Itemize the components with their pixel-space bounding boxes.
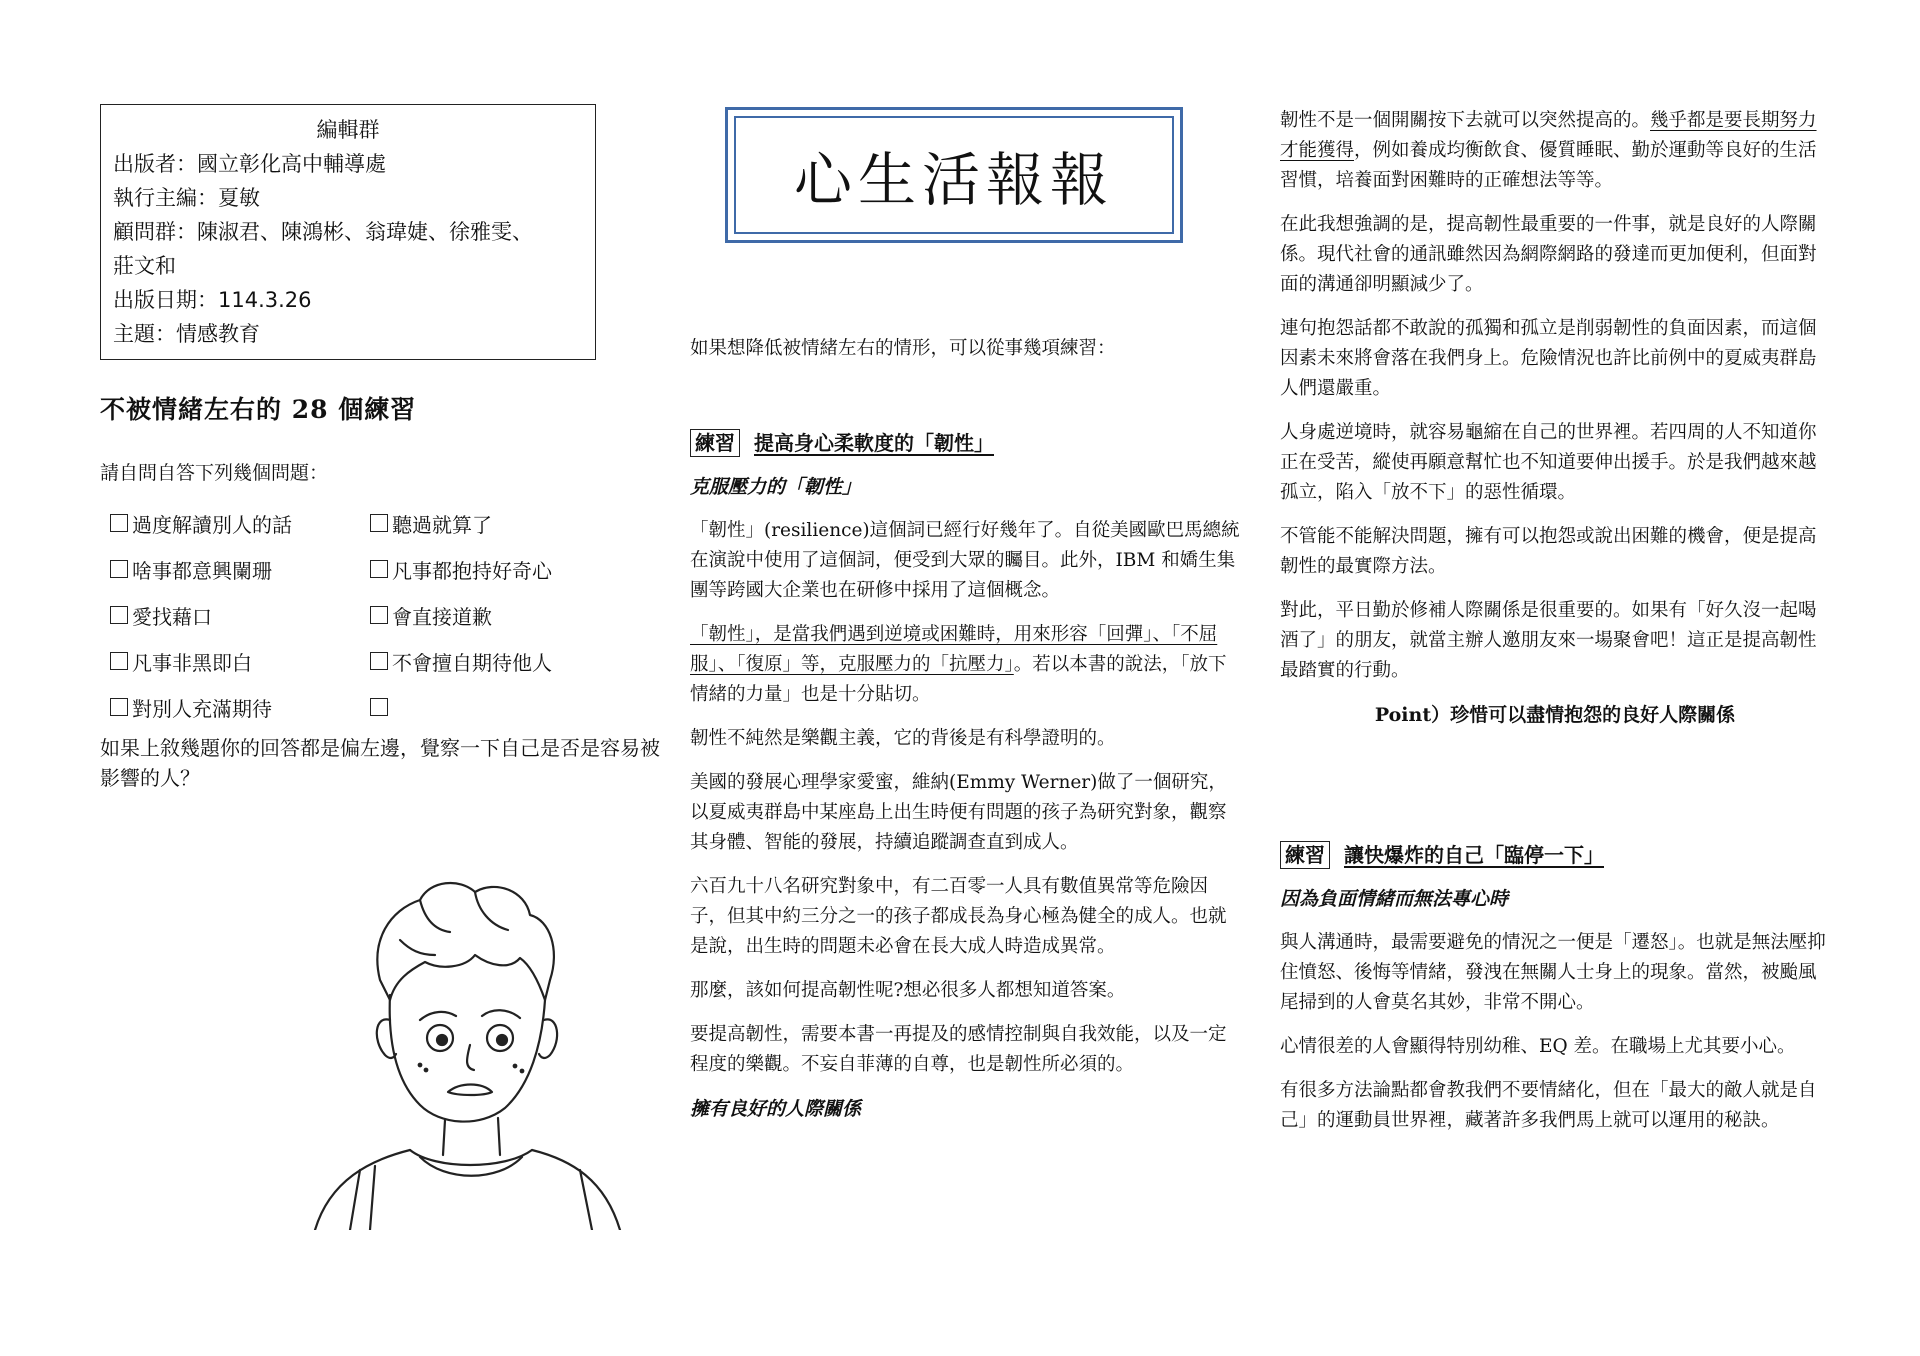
theme: 主題：情感教育 (113, 322, 260, 346)
checkbox[interactable] (370, 606, 388, 624)
checklist-item[interactable] (110, 647, 370, 676)
paragraph: 對此，平日勤於修補人際關係是很重要的。如果有「好久沒一起喝酒了」的朋友，就當主辦人邀朋友來一場聚會吧！這正是提高韌性最踏實的行動。 (1280, 600, 1817, 681)
masthead (725, 107, 1183, 243)
paragraph: 韌性不純然是樂觀主義，它的背後是有科學證明的。 (690, 728, 1116, 749)
paragraph: 人身處逆境時，就容易龜縮在自己的世界裡。若四周的人不知道你正在受苦，縱使再願意幫忙也不知道要伸出援手。於是我們越來越孤立，陷入「放不下」的惡性循環。 (1280, 422, 1817, 503)
checklist-label: 過度解讀別人的話 (132, 512, 292, 537)
subheading-resilience: 克服壓力的「韌性」 (690, 476, 862, 498)
checkbox[interactable] (110, 652, 128, 670)
checklist-label: 愛找藉口 (132, 604, 212, 629)
checklist-item[interactable] (370, 698, 630, 716)
checklist-row (110, 592, 630, 638)
paragraph: 連句抱怨話都不敢說的孤獨和孤立是削弱韌性的負面因素，而這個因素未來將會落在我們身上。危險情況也許比前例中的夏威夷群島人們還嚴重。 (1280, 318, 1817, 399)
checkbox[interactable] (110, 698, 128, 716)
underlined-text: 幾乎都是要長期努力才能獲得 (1280, 110, 1817, 161)
paragraph: 與人溝通時，最需要避免的情況之一便是「遷怒」。也就是無法壓抑住憤怒、後悔等情緒，發洩在無關人士身上的現象。當然，被颱風尾掃到的人會莫名其妙，非常不開心。 (1280, 932, 1826, 1013)
paragraph: 在此我想強調的是，提高韌性最重要的一件事，就是良好的人際關係。現代社會的通訊雖然因為網際網路的發達而更加便利，但面對面的溝通卻明顯減少了。 (1280, 214, 1817, 295)
paragraph: 那麼，該如何提高韌性呢?想必很多人都想知道答案。 (690, 980, 1126, 1001)
checklist-label: 啥事都意興闌珊 (132, 558, 272, 583)
checklist-label: 凡事非黑即白 (132, 650, 252, 675)
subheading-relationships: 擁有良好的人際關係 (690, 1098, 862, 1120)
editorial-heading: 編輯群 (316, 118, 380, 142)
checklist-row (110, 684, 630, 730)
checkbox[interactable] (110, 560, 128, 578)
paragraph-text: ，例如養成均衡飲食、優質睡眠、勤於運動等良好的生活習慣，培養面對困難時的正確想法等等。 (1280, 140, 1817, 191)
paragraph: 「韌性」(resilience)這個詞已經行好幾年了。自從美國歐巴馬總統在演說中使用了這個詞，便受到大眾的矚目。此外，IBM 和嬌生集團等跨國大企業也在研修中採用了這個概念。 (690, 520, 1240, 601)
checkbox[interactable] (110, 606, 128, 624)
question-prompt: 請自問自答下列幾個問題： (100, 462, 329, 484)
intro-text: 如果想降低被情緒左右的情形，可以從事幾項練習： (690, 338, 1116, 359)
checkbox[interactable] (370, 652, 388, 670)
editorial-box (100, 104, 596, 360)
publisher: 出版者：國立彰化高中輔導處 (113, 152, 386, 176)
checklist-item[interactable] (370, 647, 630, 676)
paragraph: 有很多方法論點都會教我們不要情緒化，但在「最大的敵人就是自己」的運動員世界裡，藏著許多我們馬上就可以運用的秘訣。 (1280, 1080, 1817, 1131)
checklist-label: 會直接道歉 (392, 604, 492, 629)
checklist-item[interactable] (370, 601, 630, 630)
section-title: 不被情緒左右的 28 個練習 (100, 395, 417, 424)
checklist-item[interactable] (110, 601, 370, 630)
exercise-title: 提高身心柔軟度的「韌性」 (754, 431, 994, 455)
paragraph: 六百九十八名研究對象中，有二百零一人具有數值異常等危險因子，但其中約三分之一的孩子都成長為身心極為健全的成人。也就是說，出生時的問題未必會在長大成人時造成異常。 (690, 876, 1227, 957)
advisors-line-2: 莊文和 (113, 254, 176, 278)
exercise-title: 讓快爆炸的自己「臨停一下」 (1344, 843, 1604, 867)
worried-boy-illustration (260, 870, 640, 1230)
checklist-item[interactable] (110, 693, 370, 722)
paragraph: 美國的發展心理學家愛蜜，維納(Emmy Werner)做了一個研究，以夏威夷群島中某座島上出生時便有問題的孩子為研究對象，觀察其身體、智能的發展，持續追蹤調查直到成人。 (690, 772, 1227, 853)
underlined-text: 「韌性」，是當我們遇到逆境或困難時，用來形容「回彈」、「不屈服」、「復原」等，克服壓力的「抗壓力」 (690, 624, 1218, 675)
point-summary: Point）珍惜可以盡情抱怨的良好人際關係 (1374, 704, 1736, 726)
exercise-heading (690, 428, 1240, 458)
masthead-title: 心生活報報 (734, 116, 1174, 234)
middle-text-block (690, 334, 1240, 1138)
paragraph: 不管能不能解決問題，擁有可以抱怨或說出困難的機會，便是提高韌性的最實際方法。 (1280, 526, 1817, 577)
publish-date: 出版日期：114.3.26 (113, 288, 312, 312)
checklist-label: 不會擅自期待他人 (392, 650, 552, 675)
checkbox[interactable] (110, 514, 128, 532)
exercise-tag: 練習 (1280, 841, 1330, 869)
checklist-label: 聽過就算了 (392, 512, 492, 537)
checklist-row (110, 500, 630, 546)
checklist-row (110, 546, 630, 592)
checklist-label: 對別人充滿期待 (132, 696, 272, 721)
checkbox[interactable] (370, 698, 388, 716)
exercise-heading (1280, 840, 1830, 870)
checklist-row (110, 638, 630, 684)
checklist-item[interactable] (370, 555, 630, 584)
paragraph: 要提高韌性，需要本書一再提及的感情控制與自我效能，以及一定程度的樂觀。不妄自菲薄的自尊，也是韌性所必須的。 (690, 1024, 1227, 1075)
checklist-item[interactable] (110, 555, 370, 584)
checklist-label: 凡事都抱持好奇心 (392, 558, 552, 583)
chief-editor: 執行主編：夏敏 (113, 186, 260, 210)
subheading-negative-emotion: 因為負面情緒而無法專心時 (1280, 888, 1509, 910)
checklist-item[interactable] (370, 509, 630, 538)
advisors-line-1: 顧問群：陳淑君、陳鴻彬、翁瑋婕、徐雅雯、 (113, 220, 533, 244)
exercise-tag: 練習 (690, 429, 740, 457)
paragraph-text: 。若以本書的說法，「放下情緒的力量」也是十分貼切。 (690, 654, 1227, 705)
checklist (110, 500, 630, 730)
reflection-text: 如果上敘幾題你的回答都是偏左邊，覺察一下自己是否是容易被影響的人？ (100, 736, 660, 790)
checkbox[interactable] (370, 560, 388, 578)
paragraph-text: 韌性不是一個開關按下去就可以突然提高的。 (1280, 110, 1651, 131)
checklist-item[interactable] (110, 509, 370, 538)
paragraph: 心情很差的人會顯得特別幼稚、EQ 差。在職場上尤其要小心。 (1280, 1036, 1796, 1057)
checkbox[interactable] (370, 514, 388, 532)
right-text-block (1280, 106, 1830, 1150)
paragraph (690, 620, 1240, 710)
paragraph (1280, 106, 1830, 196)
